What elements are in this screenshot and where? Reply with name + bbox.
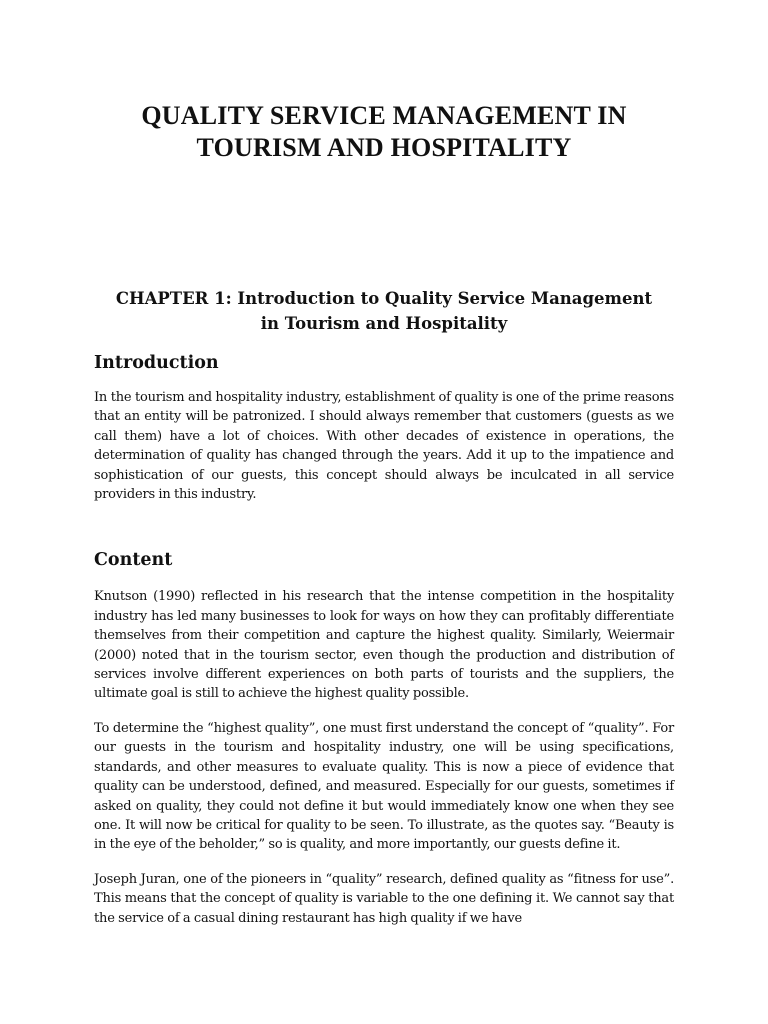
content-paragraph-1: Knutson (1990) reflected in his research that the intense competition in the hospitality industry has led many businesses to look for ways on how they can profitably differentiate themselves from their competition and capture the highest quality. Similarly, Weiermair (2000) noted that in the tourism sector, even though the production and distribution of services involve different experiences on both parts of tourists and the suppliers, the ultimate goal is still to achieve the highest quality possible.: [94, 589, 674, 702]
introduction-paragraph: In the tourism and hospitality industry, establishment of quality is one of the prime reasons that an entity will be patronized. I should always remember that customers (guests as we call them) have a lot of choices. With other decades of existence in operations, the determination of quality has changed through the years. Add it up to the impatience and sophistication of our guests, this concept should always be inculcated in all service providers in this industry.: [94, 390, 674, 503]
introduction-heading: Introduction: [94, 353, 219, 373]
content-paragraph-3: Joseph Juran, one of the pioneers in “quality” research, defined quality as “fitness for use”. This means that the concept of quality is variable to the one defining it. We cannot say that the service of a casual dining restaurant has high quality if we have: [94, 871, 674, 926]
chapter-title-line-2: in Tourism and Hospitality: [260, 314, 508, 333]
content-heading: Content: [94, 550, 173, 571]
chapter-title: [94, 286, 674, 336]
chapter-title-line-1: CHAPTER 1: Introduction to Quality Service Management: [115, 289, 653, 308]
document-title-line-1: QUALITY SERVICE MANAGEMENT IN: [141, 101, 627, 130]
document-title: [74, 100, 694, 164]
document-title-line-2: TOURISM AND HOSPITALITY: [196, 133, 572, 162]
content-paragraph-2: To determine the “highest quality”, one must first understand the concept of “quality”. For our guests in the tourism and hospitality industry, one will be using specifications, standards, and other measures to evaluate quality. This is now a piece of evidence that quality can be understood, defined, and measured. Especially for our guests, sometimes if asked on quality, they could not define it but would immediately know one when they see one. It will now be critical for quality to be seen. To illustrate, as the quotes say. “Beauty is in the eye of the beholder,” so is quality, and more importantly, our guests define it.: [94, 720, 674, 853]
